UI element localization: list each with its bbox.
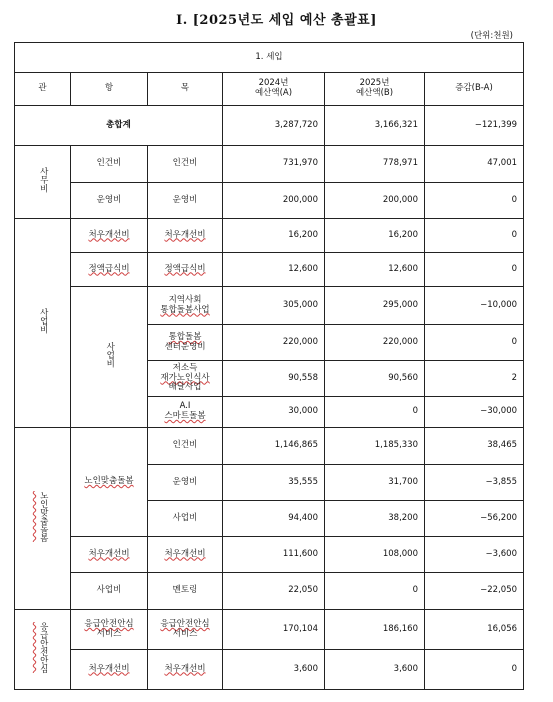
mok-cell: 운영비: [148, 183, 223, 219]
cell-diff: 16,056: [425, 610, 524, 650]
hang-cell: [71, 287, 148, 428]
mok-cell: [148, 361, 223, 397]
total-diff: −121,399: [425, 106, 524, 146]
document-title: Ⅰ. [2025년도 세입 예산 총괄표]: [176, 13, 377, 28]
cell-b: 220,000: [325, 325, 425, 361]
cell-a: 111,600: [223, 537, 325, 573]
cell-b: 90,560: [325, 361, 425, 397]
cell-diff: 38,465: [425, 428, 524, 465]
hang-cell: [71, 537, 148, 573]
hang-cell: [71, 428, 148, 537]
cell-a: 305,000: [223, 287, 325, 325]
hang-text: 노인맞춤돌봄: [84, 476, 134, 487]
mok-text: 처우개선비: [164, 548, 206, 559]
unit-label: (단위:천원): [470, 31, 513, 41]
mok-text: 정액급식비: [164, 263, 206, 274]
cell-a: 22,050: [223, 573, 325, 610]
cell-a: 12,600: [223, 253, 325, 287]
cell-diff: 0: [425, 183, 524, 219]
mok-line1: 통합돌봄: [168, 331, 202, 342]
mok-cell: [148, 537, 223, 573]
group-saeopbi: [15, 219, 71, 428]
header-2025-line1: 2025년: [359, 78, 390, 89]
group-eunggeup: [15, 610, 71, 690]
mok-text: 처우개선비: [164, 229, 206, 240]
hang-line1: 응급안전안심: [84, 618, 134, 629]
group-saeopbi-label: 사업비: [38, 308, 49, 334]
cell-b: 3,600: [325, 650, 425, 690]
hang-text: 처우개선비: [88, 548, 130, 559]
mok-line2: 스마트돌봄: [164, 411, 206, 421]
table-row: [15, 573, 524, 610]
cell-b: 31,700: [325, 465, 425, 501]
mok-cell: [148, 287, 223, 325]
table-row: [15, 287, 524, 325]
mok-line3: 배달사업: [168, 382, 202, 393]
hang-line2: 서비스: [96, 628, 122, 639]
cell-a: 731,970: [223, 146, 325, 183]
header-gwan: 관: [15, 73, 71, 106]
group-samubi: [15, 146, 71, 219]
total-label: 총합계: [15, 106, 223, 146]
cell-a: 90,558: [223, 361, 325, 397]
cell-diff: 0: [425, 219, 524, 253]
hang-cell: [71, 610, 148, 650]
cell-diff: 47,001: [425, 146, 524, 183]
group-samubi-label: 사무비: [38, 167, 49, 193]
mok-line2: 재가노인식사: [160, 372, 210, 383]
header-diff: 증감(B-A): [425, 73, 524, 106]
section-title: 1. 세입: [15, 43, 524, 73]
hang-text: 처우개선비: [88, 663, 130, 674]
cell-b: 0: [325, 397, 425, 428]
mok-cell: 인건비: [148, 428, 223, 465]
cell-a: 3,600: [223, 650, 325, 690]
hang-text: 처우개선비: [88, 229, 130, 240]
hang-cell: [71, 650, 148, 690]
hang-saeopbi-label: 사업비: [104, 342, 115, 368]
mok-line1: 응급안전안심: [160, 618, 210, 629]
cell-a: 94,400: [223, 501, 325, 537]
table-row: [15, 183, 524, 219]
cell-b: 108,000: [325, 537, 425, 573]
cell-b: 778,971: [325, 146, 425, 183]
mok-line2: 센터운영비: [164, 341, 206, 352]
header-2025-line2: 예산액(B): [355, 88, 394, 98]
mok-line2: 통합돌봄사업: [160, 304, 210, 315]
cell-b: 16,200: [325, 219, 425, 253]
hang-cell: 인건비: [71, 146, 148, 183]
header-2024-line2: 예산액(A): [254, 88, 293, 98]
mok-line2: 서비스: [172, 628, 198, 639]
mok-cell: [148, 397, 223, 428]
cell-b: 200,000: [325, 183, 425, 219]
mok-cell: 운영비: [148, 465, 223, 501]
mok-cell: [148, 610, 223, 650]
header-budget-2024: [223, 73, 325, 106]
table-row: [15, 146, 524, 183]
total-b: 3,166,321: [325, 106, 425, 146]
header-mok: 목: [148, 73, 223, 106]
cell-a: 30,000: [223, 397, 325, 428]
table-row: [15, 610, 524, 650]
cell-b: 12,600: [325, 253, 425, 287]
mok-cell: 인건비: [148, 146, 223, 183]
table-row: [15, 650, 524, 690]
cell-diff: −56,200: [425, 501, 524, 537]
total-a: 3,287,720: [223, 106, 325, 146]
cell-b: 0: [325, 573, 425, 610]
section-title-row: [15, 43, 524, 73]
table-row: [15, 253, 524, 287]
table-row: [15, 428, 524, 465]
cell-b: 186,160: [325, 610, 425, 650]
cell-b: 295,000: [325, 287, 425, 325]
cell-b: 1,185,330: [325, 428, 425, 465]
hang-cell: 사업비: [71, 573, 148, 610]
header-2024-line1: 2024년: [258, 78, 289, 89]
table-row: [15, 219, 524, 253]
mok-line1: 저소득: [172, 363, 198, 374]
cell-a: 170,104: [223, 610, 325, 650]
header-budget-2025: [325, 73, 425, 106]
cell-diff: 2: [425, 361, 524, 397]
header-hang: 항: [71, 73, 148, 106]
cell-diff: −3,600: [425, 537, 524, 573]
group-eunggeup-label: 응급안전안심: [38, 622, 49, 674]
cell-a: 35,555: [223, 465, 325, 501]
group-noin-label: 노인맞춤돌봄: [38, 491, 49, 543]
hang-cell: 운영비: [71, 183, 148, 219]
mok-cell: 사업비: [148, 501, 223, 537]
table-row: [15, 537, 524, 573]
header-row: [15, 73, 524, 106]
cell-diff: 0: [425, 650, 524, 690]
hang-text: 정액급식비: [88, 263, 130, 274]
cell-a: 220,000: [223, 325, 325, 361]
mok-text: 처우개선비: [164, 663, 206, 674]
total-row: [15, 106, 524, 146]
cell-diff: 0: [425, 325, 524, 361]
cell-diff: −3,855: [425, 465, 524, 501]
mok-cell: [148, 219, 223, 253]
cell-b: 38,200: [325, 501, 425, 537]
mok-line1: 지역사회: [168, 294, 202, 305]
mok-cell: [148, 253, 223, 287]
group-noin: [15, 428, 71, 610]
hang-cell: [71, 253, 148, 287]
cell-a: 16,200: [223, 219, 325, 253]
cell-a: 200,000: [223, 183, 325, 219]
mok-line1: A.I: [179, 401, 191, 412]
cell-diff: −30,000: [425, 397, 524, 428]
cell-diff: −10,000: [425, 287, 524, 325]
budget-summary-table: [14, 42, 524, 690]
mok-cell: [148, 650, 223, 690]
mok-cell: 멘토링: [148, 573, 223, 610]
cell-diff: −22,050: [425, 573, 524, 610]
hang-cell: [71, 219, 148, 253]
mok-cell: [148, 325, 223, 361]
cell-a: 1,146,865: [223, 428, 325, 465]
cell-diff: 0: [425, 253, 524, 287]
